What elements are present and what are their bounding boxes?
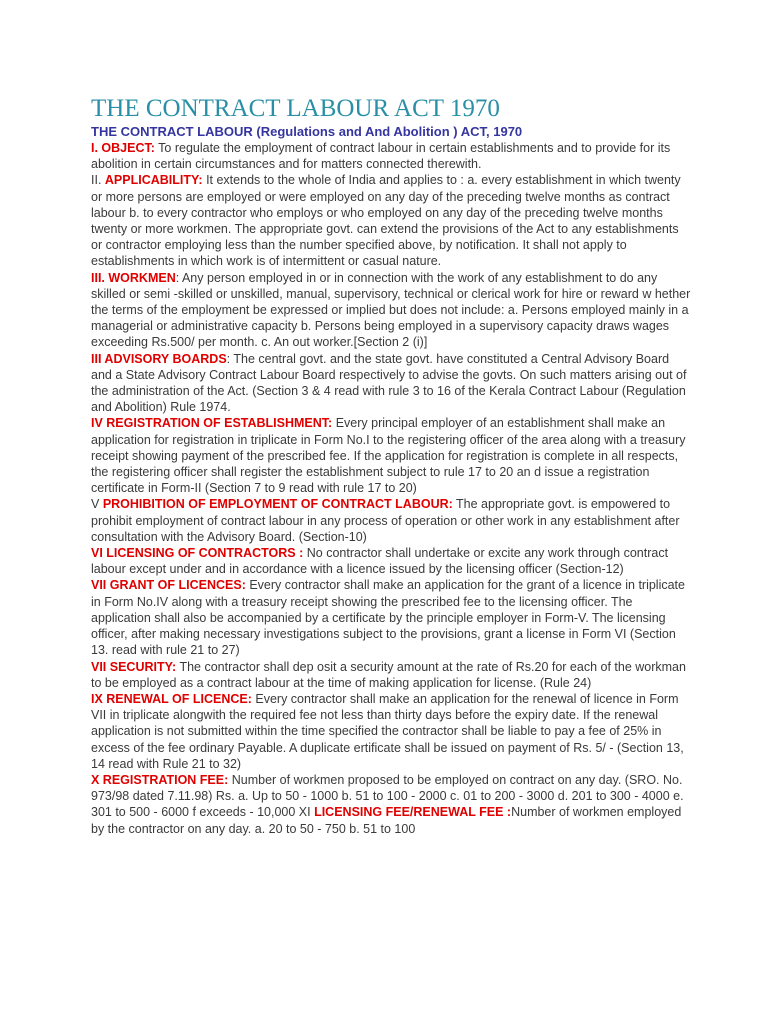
section-text: Every contractor shall make an application for the grant of a licence in triplicate in Form No.IV along with a treasury receipt showing the prescribed fee to the licensing officer. The application shall also be accompanied by a certificate by the principle employer in Form-V. The licensing officer, after making necessary investigations subject to the provisions, grant a license in Form VI (Section 13. read with rule 21 to 27) <box>91 578 685 658</box>
section-heading-licensing-fee: LICENSING FEE/RENEWAL FEE : <box>314 805 512 820</box>
section-text: No contractor shall undertake or excite any work through contract labour except under and in accordance with a licence issued by the licensing officer (Section-12) <box>91 546 669 577</box>
section-heading: VI LICENSING OF CONTRACTORS : <box>91 546 304 561</box>
section-text: : Any person employed in or in connection with the work of any establishment to do any skilled or semi -skilled or unskilled, manual, supervisory, technical or clerical work for hire or reward w hether the terms of the employment be expressed or implied but does not include: a. Persons employed mainly in a managerial or administrative capacity b. Persons being employed in a supervisory capacity draws wages exceeding Rs.500/ per month. c. An out worker.[Section 2 (i)] <box>91 270 691 350</box>
section-registration-of-establishment <box>91 415 691 496</box>
section-number: II. <box>91 173 105 188</box>
section-text: Number of workmen proposed to be employed on contract on any day. (SRO. No. 973/98 dated 7.11.98) Rs. a. Up to 50 - 1000 b. 51 to 100 - 2000 c. 01 to 200 - 3000 d. 201 to 300 - 4000 e. 301 to 500 - 6000 f exceeds - 10,000 XI <box>91 772 684 820</box>
section-heading: VII SECURITY: <box>91 659 177 674</box>
section-heading: III ADVISORY BOARDS <box>91 351 227 366</box>
section-renewal-of-licence <box>91 691 691 772</box>
section-heading: IX RENEWAL OF LICENCE: <box>91 691 252 706</box>
section-text: Every principal employer of an establishment shall make an application for registration in triplicate in Form No.I to the registering officer of the area along with a treasury receipt showing payment of the prescribed fee. If the application for registration is complete in all respects, the registering officer shall register the establishment subject to rule 17 to 20 an d issue a registration certificate in Form-II (Section 7 to 9 read with rule 17 to 20) <box>91 416 686 496</box>
section-advisory-boards <box>91 351 691 416</box>
section-heading: VII GRANT OF LICENCES: <box>91 578 246 593</box>
section-applicability <box>91 172 691 269</box>
section-workmen <box>91 270 691 351</box>
section-text: The appropriate govt. is empowered to prohibit employment of contract labour in any process of operation or other work in any establishment after consultation with the Advisory Board. (Section-10) <box>91 497 680 544</box>
section-heading: III. WORKMEN <box>91 270 176 285</box>
document-title: THE CONTRACT LABOUR ACT 1970 <box>91 95 500 122</box>
section-text: Number of workmen employed by the contractor on any day. a. 20 to 50 - 750 b. 51 to 100 <box>91 805 682 836</box>
section-registration-fee <box>91 772 691 837</box>
section-heading: X REGISTRATION FEE: <box>91 772 229 787</box>
section-text: Every contractor shall make an application for the renewal of licence in Form VII in triplicate alongwith the required fee not less than thirty days before the expiry date. If the renewal application is not submitted within the time specified the contractor shall be liable to pay a fee of 25% in excess of the fee ordinary Payable. A duplicate ertificate shall be issued on payment of Rs. 5/ - (Section 13, 14 read with Rule 21 to 32) <box>91 691 684 771</box>
section-security <box>91 659 691 691</box>
section-text: To regulate the employment of contract labour in certain establishments and to provide for its abolition in certain circumstances and for matters connected therewith. <box>91 141 671 172</box>
section-heading: APPLICABILITY: <box>104 173 203 188</box>
section-text: : The central govt. and the state govt. have constituted a Central Advisory Board and a State Advisory Contract Labour Board respectively to advise the govts. On such matters arising out of the administration of the Act. (Section 3 & 4 read with rule 3 to 16 of the Kerala Contract Labour (Regulation and Abolition) Rule 1974. <box>91 351 687 415</box>
section-heading: PROHIBITION OF EMPLOYMENT OF CONTRACT LABOUR: <box>102 497 453 512</box>
section-heading: IV REGISTRATION OF ESTABLISHMENT: <box>91 416 333 431</box>
section-text: It extends to the whole of India and applies to : a. every establishment in which twenty or more persons are employed or were employed on any day of the preceding twelve months as contract labour b. to every contractor who employs or who employed on any day of the preceding twelve months twenty or more workmen. The appropriate govt. can extend the provisions of the Act to any establishments or contractor employing less than the number specified above, by notification. It shall not apply to establishments in which work is of intermittent or casual nature. <box>91 173 681 269</box>
section-text: The contractor shall dep osit a security amount at the rate of Rs.20 for each of the workman to be employed as a contract labour at the time of making application for license. (Rule 24) <box>91 659 686 690</box>
document-subtitle: THE CONTRACT LABOUR (Regulations and And Abolition ) ACT, 1970 <box>91 124 523 139</box>
section-object <box>91 140 691 172</box>
section-prohibition <box>91 496 691 545</box>
section-heading: I. OBJECT: <box>91 141 155 155</box>
section-licensing-of-contractors <box>91 545 691 577</box>
section-number: V <box>91 497 103 512</box>
section-grant-of-licences <box>91 577 691 658</box>
document-body <box>91 140 691 837</box>
